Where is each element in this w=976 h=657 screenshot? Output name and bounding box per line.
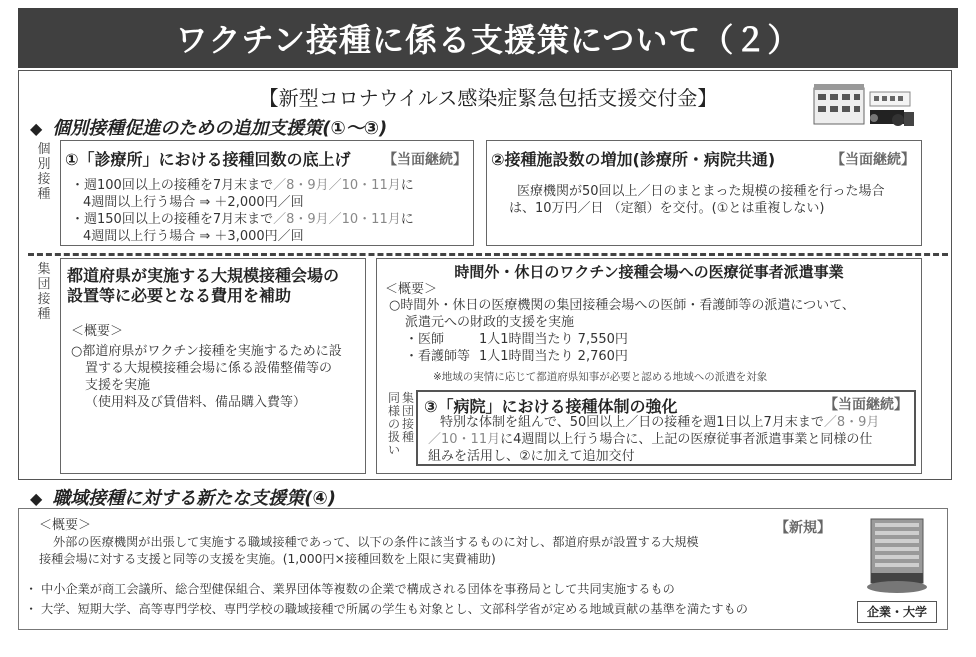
- section2-line2: 接種会場に対する支援と同等の支援を実施。(1,000円×接種回数を上限に実費補助): [39, 552, 496, 566]
- status-badge-new: 【新規】: [775, 520, 831, 536]
- box2-title: ②接種施設数の増加(診療所・病院共通): [491, 150, 776, 169]
- box5-line2-extension: ／10・11月: [428, 432, 501, 447]
- box4-doctor: [405, 331, 628, 348]
- box3-overview: ＜概要＞: [71, 324, 124, 339]
- support-box-5: [416, 390, 916, 466]
- box5-line1-extension: ／8・9月: [823, 415, 880, 430]
- box5-line2-text: に4週間以上行う場合に、上記の医療従事者派遣事業と同様の仕: [500, 432, 873, 447]
- doctor-label: ・医師: [405, 332, 445, 347]
- box5-line1: [440, 414, 879, 431]
- section1-heading: [30, 114, 387, 140]
- box3-line4: （使用料及び賃借料、備品購入費等）: [85, 395, 307, 410]
- diamond-marker: ◆: [30, 489, 43, 508]
- box5-line2: [428, 431, 872, 448]
- box3-title-line2: 設置等に必要となる費用を補助: [67, 286, 292, 305]
- box4-title: 時間外・休日のワクチン接種会場への医療従事者派遣事業: [454, 263, 844, 281]
- status-badge: 【当面継続】: [831, 152, 915, 168]
- side-label-group: 集団接種: [37, 262, 51, 322]
- group-vaccination-label: 集団接種: [401, 391, 414, 444]
- box5-line1-text: 特別な体制を組んで、50回以上／日の接種を週1日以上7月末まで: [440, 415, 824, 430]
- box1-line1-extension: ／8・9月／10・11月: [273, 178, 401, 193]
- box1-line3: [71, 211, 414, 228]
- box1-line3-text: ・週150回以上の接種を7月末まで: [71, 212, 274, 227]
- box5-title: ③「病院」における接種体制の強化: [424, 397, 678, 416]
- support-box-2: [486, 140, 922, 246]
- box1-line1-text: ・週100回以上の接種を7月末まで: [71, 178, 274, 193]
- section1-title: 個別接種促進のための追加支援策(①～③): [52, 118, 388, 139]
- box1-line3-suffix: に: [400, 212, 414, 227]
- box2-line2: は、10万円／日 （定額）を交付。(①とは重複しない): [509, 201, 825, 216]
- section2-bullet1: ・ 中小企業が商工会議所、総合型健保組合、業界団体等複数の企業で構成される団体を事務局として共同実施するもの: [25, 582, 675, 596]
- side-label-individual: 個別接種: [37, 142, 51, 202]
- box4-overview: ＜概要＞: [385, 282, 438, 297]
- box3-title-line1: 都道府県が実施する大規模接種会場の: [67, 266, 340, 285]
- box1-title: ①「診療所」における接種回数の底上げ: [65, 150, 351, 169]
- box5-line3: 組みを活用し、②に加えて追加交付: [428, 449, 635, 464]
- box1-line4: 4週間以上行う場合 ⇒ ＋3,000円／回: [83, 229, 304, 244]
- image-caption: 企業・大学: [857, 601, 937, 623]
- section2-bullet2: ・ 大学、短期大学、高等専門学校、専門学校の職域接種で所属の学生も対象とし、文部科学省が定める地域貢献の基準を満たすもの: [25, 602, 748, 616]
- box3-line3: 支援を実施: [85, 378, 151, 393]
- workplace-support-box: [18, 508, 948, 630]
- box4-nurse: [405, 348, 628, 365]
- nurse-rate: 1人1時間当たり 2,760円: [479, 349, 628, 364]
- nurse-label: ・看護師等: [405, 349, 471, 364]
- box1-line1: [71, 177, 414, 194]
- support-box-3: [60, 258, 366, 474]
- box1-line2: 4週間以上行う場合 ⇒ ＋2,000円／回: [83, 195, 304, 210]
- office-building-icon: [857, 511, 937, 601]
- status-badge: 【当面継続】: [383, 152, 467, 168]
- box1-line3-extension: ／8・9月／10・11月: [273, 212, 401, 227]
- box4-line1: ○時間外・休日の医療機関の集団接種会場への医師・看護師等の派遣について、: [389, 298, 855, 313]
- section2-heading: [30, 484, 336, 510]
- section-divider: [28, 253, 948, 256]
- box3-line1: ○都道府県がワクチン接種を実施するために設: [71, 344, 342, 359]
- section2-title: 職域接種に対する新たな支援策(④): [52, 488, 337, 509]
- page-title: ワクチン接種に係る支援策について（２）: [18, 8, 958, 68]
- support-box-1: [60, 140, 474, 246]
- diamond-marker: ◆: [30, 119, 43, 138]
- same-treatment-label: 同様の扱い: [387, 391, 400, 457]
- clinic-building-icon: [810, 82, 920, 132]
- section2-line1: 外部の医療機関が出張して実施する職域接種であって、以下の条件に該当するものに対し、都道府県が設置する大規模: [53, 535, 699, 549]
- box3-line2: 置する大規模接種会場に係る設備整備等の: [85, 361, 333, 376]
- box4-note: ※地域の実情に応じて都道府県知事が必要と認める地域への派遣を対象: [433, 371, 768, 383]
- box2-line1: 医療機関が50回以上／日のまとまった規模の接種を行った場合: [517, 184, 885, 199]
- box4-line2: 派遣元への財政的支援を実施: [405, 315, 575, 330]
- doctor-rate: 1人1時間当たり 7,550円: [479, 332, 628, 347]
- section2-overview: ＜概要＞: [39, 518, 92, 533]
- status-badge: 【当面継続】: [824, 397, 908, 413]
- subtitle: 【新型コロナウイルス感染症緊急包括支援交付金】: [258, 86, 718, 110]
- box1-line1-suffix: に: [400, 178, 414, 193]
